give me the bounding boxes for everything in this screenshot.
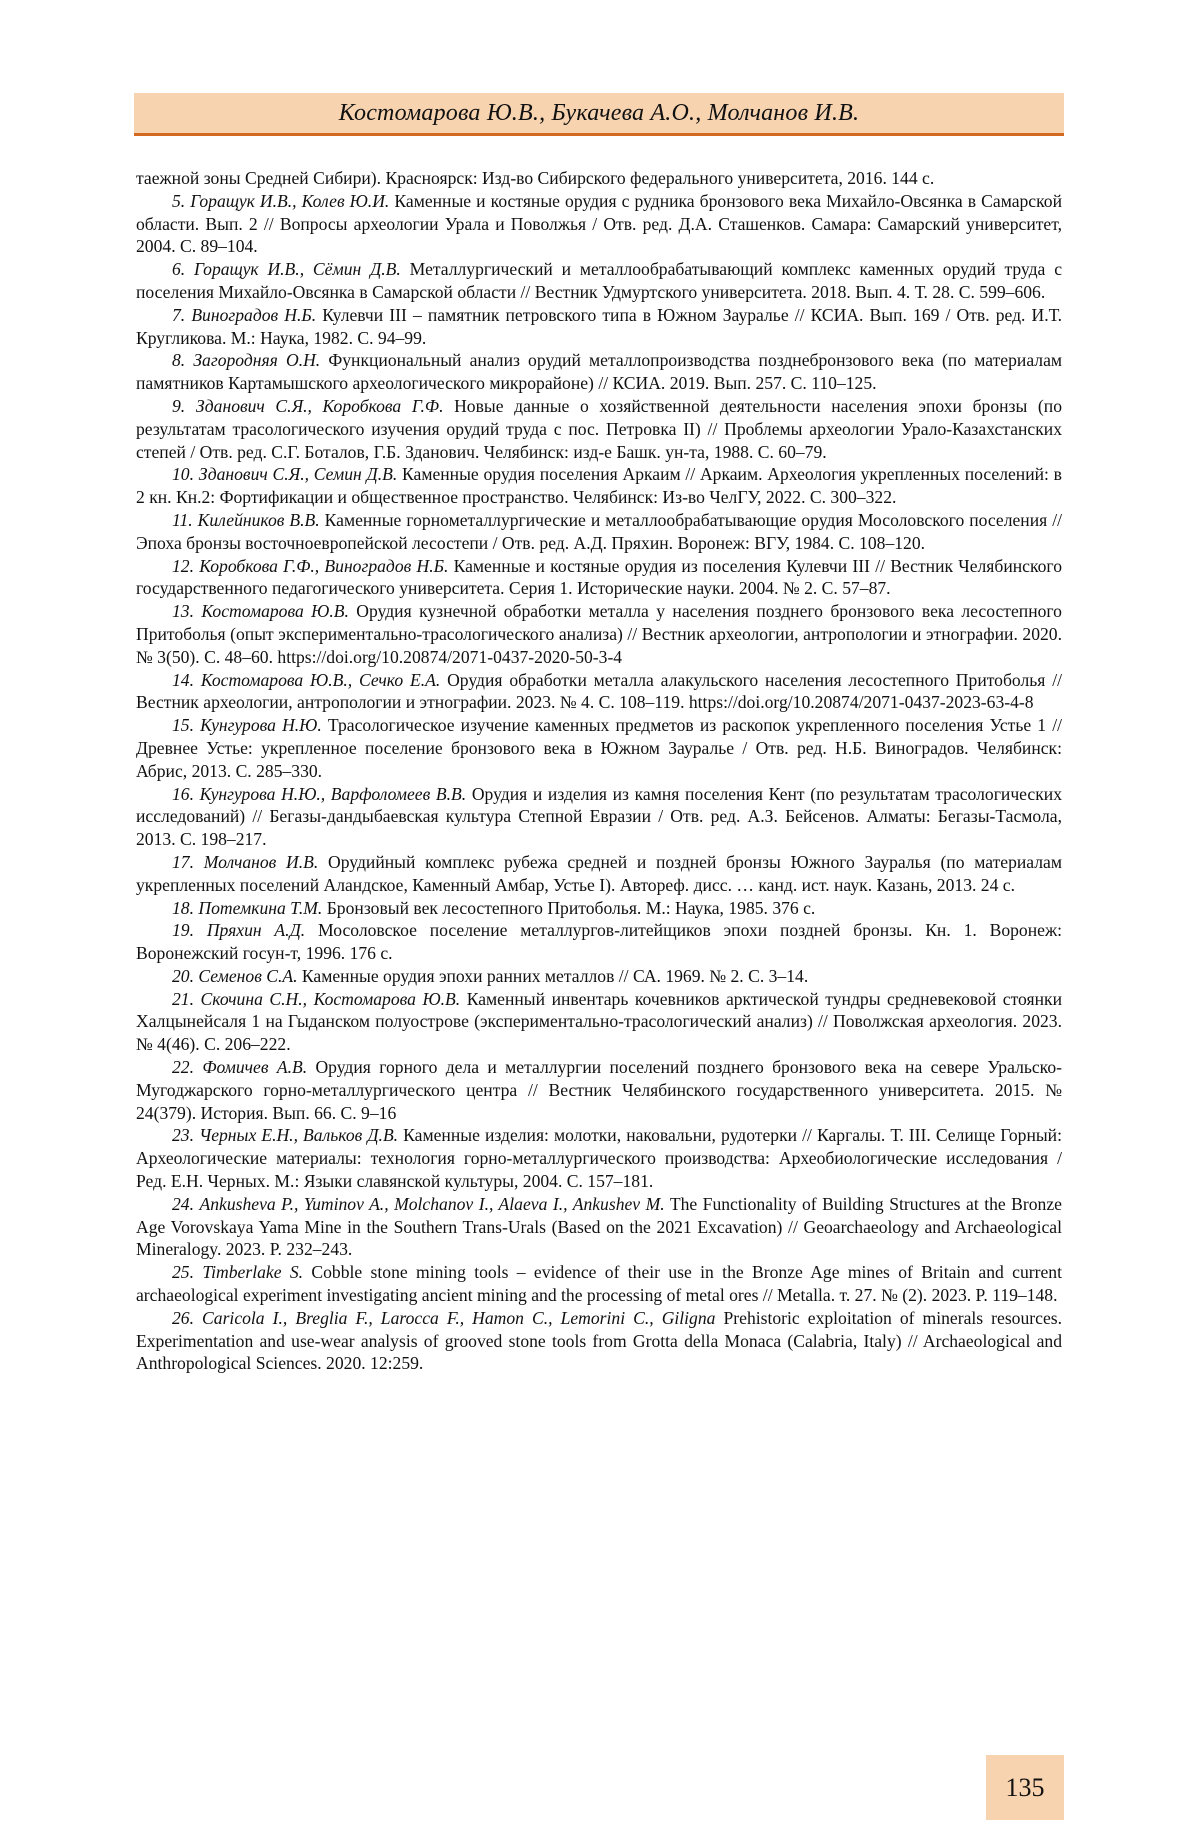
reference-entry — [136, 965, 1062, 988]
page-number-box — [986, 1755, 1064, 1820]
reference-entry — [136, 395, 1062, 463]
reference-text: Каменные изделия: молотки, наковальни, рудотерки // Каргалы. Т. III. Селище Горный: Археологические материалы: технология горно-металлургического производства: Археобиологические исследования / Ред. Е.Н. Черных. М.: Языки славянской культуры, 2004. С. 157–181. — [136, 1125, 1062, 1192]
reference-authors: Кунгурова Н.Ю., Варфоломеев В.В. — [199, 783, 467, 804]
reference-number: 10. — [172, 464, 194, 485]
reference-text: Мосоловское поселение металлургов-литейщиков эпохи поздней бронзы. Кн. 1. Воронеж: Воронежский госун-т, 1996. 176 с. — [136, 920, 1062, 964]
reference-text: The Functionality of Building Structures at the Bronze Age Vorovskaya Yama Mine in the Southern Trans-Urals (Based on the 2021 Excavation) // Geoarchaeology and Archaeological Mineralogy. 2023. P. 232–243. — [136, 1193, 1062, 1260]
reference-entry — [136, 851, 1062, 897]
reference-authors: Caricola I., Breglia F., Larocca F., Hamon C., Lemorini C., Giligna — [202, 1307, 716, 1328]
reference-entry — [136, 463, 1062, 509]
reference-authors: Костомарова Ю.В. — [201, 601, 349, 622]
reference-entry — [136, 304, 1062, 350]
reference-text: Новые данные о хозяйственной деятельности населения эпохи бронзы (по результатам трасологического изучения орудий труда с пос. Петровка II) // Проблемы археологии Урало-Казахстанских степей / Отв. ред. С.Г. Боталов, Г.Б. Зданович. Челябинск: изд-е Башк. ун-та, 1988. С. 60–79. — [136, 395, 1062, 462]
running-header — [134, 93, 1064, 136]
reference-text: Трасологическое изучение каменных предметов из раскопок укрепленного поселения Устье 1 // Древнее Устье: укрепленное поселение бронзового века в Южном Зауралье / Отв. ред. Н.Б. Виноградов. Челябинск: Абрис, 2013. С. 285–330. — [136, 715, 1063, 781]
reference-number: 24. — [172, 1193, 194, 1214]
reference-text: Бронзовый век лесостепного Притоболья. М.: Наука, 1985. 376 с. — [326, 897, 816, 918]
reference-number: 16. — [172, 783, 194, 804]
reference-authors: Скочина С.Н., Костомарова Ю.В. — [200, 988, 461, 1009]
reference-text: Prehistoric exploitation of minerals resources. Experimentation and use-wear analysis of grooved stone tools from Grotta della Monaca (Calabria, Italy) // Archaeological and Anthropological Sciences. 2020. 12:259. — [136, 1307, 1062, 1374]
reference-text: Каменные и костяные орудия с рудника бронзового века Михайло-Овсянка в Самарской области. Вып. 2 // Вопросы археологии Урала и Поволжья / Отв. ред. Д.А. Сташенков. Самара: Самарский университет, 2004. С. 89–104. — [136, 190, 1062, 257]
reference-text: Каменные орудия поселения Аркаим // Аркаим. Археология укрепленных поселений: в 2 кн. Кн.2: Фортификации и общественное пространство. Челябинск: Из-во ЧелГУ, 2022. С. 300–322. — [136, 464, 1062, 508]
reference-text: Орудия кузнечной обработки металла у населения позднего бронзового века лесостепного Притоболья (опыт экспериментально-трасологического анализа) // Вестник археологии, антропологии и этнографии. 2020. № 3(50). С. 48–60. https://doi.org/10.20874/2071-0437-2020-50-3-4 — [136, 601, 1062, 667]
reference-text: Кулевчи III – памятник петровского типа в Южном Зауралье // КСИА. Вып. 169 / Отв. ред. И.Т. Кругликова. М.: Наука, 1982. С. 94–99. — [136, 304, 1063, 348]
reference-entry — [136, 1056, 1062, 1124]
reference-entry — [136, 714, 1062, 782]
reference-entry — [136, 897, 1062, 920]
reference-entry — [136, 1124, 1062, 1192]
reference-authors: Загородняя О.Н. — [193, 350, 321, 371]
reference-entry — [136, 1261, 1062, 1307]
reference-number: 14. — [172, 669, 194, 690]
reference-number: 6. — [172, 259, 186, 280]
reference-number: 15. — [172, 715, 194, 736]
reference-entry — [136, 669, 1062, 715]
reference-entry — [136, 988, 1062, 1056]
reference-entry — [136, 1193, 1062, 1261]
reference-number: 9. — [172, 395, 186, 416]
reference-number: 22. — [172, 1057, 194, 1078]
reference-entry — [136, 555, 1062, 601]
reference-authors: Килейников В.В. — [197, 509, 320, 530]
reference-authors: Черных Е.Н., Вальков Д.В. — [199, 1125, 399, 1146]
reference-text: Орудийный комплекс рубежа средней и поздней бронзы Южного Зауралья (по материалам укрепленных поселений Аландское, Каменный Амбар, Устье I). Автореф. дисс. … канд. ист. наук. Казань, 2013. 24 с. — [136, 851, 1062, 895]
reference-authors: Горащук И.В., Колев Ю.И. — [190, 190, 390, 211]
reference-text: таежной зоны Средней Сибири). Красноярск: Изд-во Сибирского федерального университета, 2016. 144 с. — [136, 168, 935, 188]
reference-text: Cobble stone mining tools – evidence of their use in the Bronze Age mines of Britain and current archaeological experiment investigating ancient mining and the processing of metal ores // Metalla. т. 27. № (2). 2023. P. 119–148. — [136, 1262, 1062, 1306]
reference-authors: Потемкина Т.М. — [198, 897, 323, 918]
reference-text: Каменные орудия эпохи ранних металлов // СА. 1969. № 2. С. 3–14. — [301, 965, 809, 986]
reference-authors: Семенов С.А. — [198, 965, 298, 986]
page-number: 135 — [1005, 1772, 1045, 1802]
reference-number: 13. — [172, 601, 194, 622]
header-authors: Костомарова Ю.В., Букачева А.О., Молчанов И.В. — [338, 99, 860, 126]
reference-text: Каменный инвентарь кочевников арктической тундры средневековой стоянки Халцынейсаля 1 на Гыданском полуострове (экспериментально-трасологический анализ) // Поволжская археология. 2023. № 4(46). С. 206–222. — [136, 988, 1062, 1055]
reference-authors: Timberlake S. — [202, 1262, 304, 1283]
reference-authors: Пряхин А.Д. — [206, 920, 306, 941]
reference-authors: Горащук И.В., Сёмин Д.В. — [194, 259, 401, 280]
reference-text: Орудия обработки металла алакульского населения лесостепного Притоболья // Вестник археологии, антропологии и этнографии. 2023. № 4. С. 108–119. https://doi.org/10.20874/2071-0437-2023-63-4-8 — [136, 669, 1062, 713]
reference-text: Функциональный анализ орудий металлопроизводства позднебронзового века (по материалам памятников Картамышского археологического микрорайоне) // КСИА. 2019. Вып. 257. С. 110–125. — [136, 350, 1063, 394]
reference-number: 19. — [172, 920, 194, 941]
reference-text: Каменные горнометаллургические и металлообрабатывающие орудия Мосоловского поселения // Эпоха бронзы восточноевропейской лесостепи / Отв. ред. А.Д. Пряхин. Воронеж: ВГУ, 1984. С. 108–120. — [136, 509, 1062, 553]
reference-number: 21. — [172, 988, 194, 1009]
reference-number: 7. — [172, 304, 186, 325]
reference-authors: Коробкова Г.Ф., Виноградов Н.Б. — [199, 555, 449, 576]
reference-entry — [136, 783, 1062, 851]
reference-text: Каменные и костяные орудия из поселения Кулевчи III // Вестник Челябинского государственного педагогического университета. Серия 1. Исторические науки. 2004. № 2. С. 57–87. — [136, 555, 1063, 599]
reference-authors: Зданович С.Я., Семин Д.В. — [198, 464, 398, 485]
reference-authors: Костомарова Ю.В., Сечко Е.А. — [200, 669, 441, 690]
reference-number: 17. — [172, 851, 194, 872]
reference-number: 11. — [172, 509, 193, 530]
reference-number: 25. — [172, 1262, 194, 1283]
reference-authors: Фомичев А.В. — [202, 1057, 308, 1078]
reference-number: 18. — [172, 897, 194, 918]
reference-entry — [136, 600, 1062, 668]
reference-number: 20. — [172, 965, 194, 986]
reference-number: 23. — [172, 1125, 194, 1146]
reference-text: Металлургический и металлообрабатывающий комплекс каменных орудий труда с поселения Михайло-Овсянка в Самарской области // Вестник Удмуртского университета. 2018. Вып. 4. Т. 28. С. 599–606. — [136, 259, 1063, 302]
reference-entry — [136, 167, 1062, 190]
reference-authors: Молчанов И.В. — [203, 851, 319, 872]
reference-number: 8. — [172, 350, 186, 371]
reference-list — [136, 167, 1062, 1375]
reference-authors: Зданович С.Я., Коробкова Г.Ф. — [195, 395, 444, 416]
reference-number: 26. — [172, 1307, 194, 1328]
reference-text: Орудия и изделия из камня поселения Кент (по результатам трасологических исследований) // Бегазы-дандыбаевская культура Степной Евразии / Отв. ред. А.З. Бейсенов. Алматы: Бегазы-Тасмола, 2013. С. 198–217. — [136, 783, 1062, 850]
reference-entry — [136, 509, 1062, 555]
reference-entry — [136, 190, 1062, 258]
reference-entry — [136, 919, 1062, 965]
reference-authors: Виноградов Н.Б. — [191, 304, 317, 325]
reference-number: 12. — [172, 555, 194, 576]
reference-entry — [136, 349, 1062, 395]
reference-authors: Ankusheva P., Yuminov A., Molchanov I., Alaeva I., Ankushev M. — [199, 1193, 665, 1214]
reference-authors: Кунгурова Н.Ю. — [200, 715, 322, 736]
reference-number: 5. — [172, 190, 186, 211]
reference-text: Орудия горного дела и металлургии поселений позднего бронзового века на севере Уральско-Мугоджарского горно-металлургического центра // Вестник Челябинского государственного университета. 2015. № 24(379). История. Вып. 66. С. 9–16 — [136, 1057, 1062, 1123]
reference-entry — [136, 258, 1062, 304]
reference-entry — [136, 1307, 1062, 1375]
